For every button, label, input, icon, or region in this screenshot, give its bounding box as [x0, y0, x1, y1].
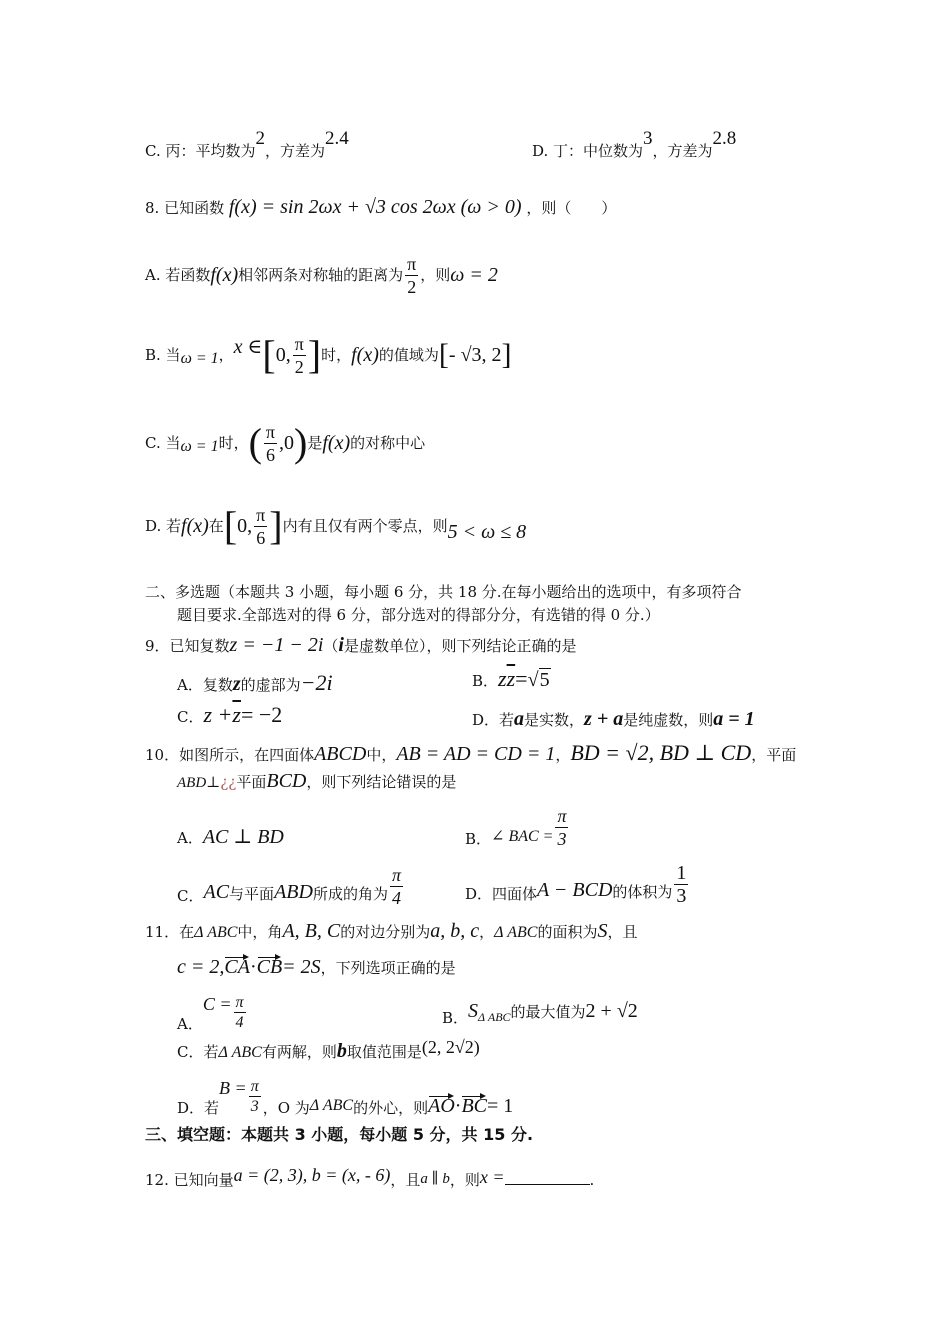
q11-option-c — [177, 1037, 480, 1064]
q11-d-mid2: 的外心，则 — [353, 1099, 429, 1117]
q11-d-result: = 1 — [487, 1095, 514, 1117]
q8-b-fraction — [293, 333, 306, 378]
q11-area-s: S — [597, 920, 608, 942]
q11-option-d — [177, 1072, 513, 1120]
q11-vec-bc: BC — [461, 1095, 488, 1117]
q7-d-label: D. 丁：中位数为 — [532, 142, 644, 160]
q11-c-triangle: Δ ABC — [218, 1044, 262, 1061]
q8-c-fraction — [264, 421, 277, 466]
q10-stem — [145, 742, 796, 766]
q8-c-label: C. 当 — [145, 434, 181, 452]
q10-option-d — [465, 860, 690, 908]
q8-option-a — [145, 250, 498, 300]
q8-b-interval-left: 0, — [275, 344, 291, 366]
q11-c-eq: c = 2, — [177, 956, 225, 978]
frac-num: 1 — [676, 861, 687, 884]
q8-option-d — [145, 500, 526, 552]
q11-stem — [145, 920, 638, 944]
q8-b-mid: 时， — [321, 346, 352, 364]
q10-d-mid: 的体积为 — [612, 883, 673, 901]
q9-c-result: = −2 — [240, 702, 283, 727]
q10-abcd: ABCD — [314, 743, 367, 765]
q11-stem-label: 11．在 — [145, 923, 195, 941]
q8-a-fx: f(x) — [210, 264, 239, 286]
q9-a-label: A．复数 — [177, 676, 233, 694]
q11-c-b: b — [336, 1040, 347, 1062]
q8-a-label: A. 若函数 — [145, 266, 211, 284]
section3-title: 三、填空题：本题共 3 小题，每小题 5 分，共 15 分. — [145, 1125, 534, 1144]
q11-vec-ca: CA — [224, 956, 250, 978]
q9-d-a: a — [514, 708, 525, 730]
q10-eq: AB = AD = CD = 1 — [396, 743, 556, 765]
q9-a-result: −2i — [300, 670, 333, 695]
q10-stem-line2-post: ，则下列结论错误的是 — [306, 773, 457, 791]
frac-num: π — [256, 504, 266, 525]
q7-option-c — [145, 128, 349, 162]
q10-a-label: A． — [177, 829, 203, 847]
q9-option-c — [177, 704, 282, 728]
q10-comma: ， — [555, 746, 571, 764]
q11-option-b — [442, 1000, 638, 1027]
bracket-left: [ — [262, 332, 276, 377]
q10-option-a — [177, 826, 284, 849]
q10-c-mid2: 所成的角为 — [312, 885, 388, 903]
q8-c-fx: f(x) — [322, 432, 351, 454]
paren-right: ) — [294, 420, 308, 465]
q7-c-mean: 2 — [255, 128, 265, 149]
q8-b-range: - √3, 2 — [448, 344, 502, 366]
q11-d-dot: · — [454, 1095, 462, 1117]
q11-eq-2s: = 2S — [282, 956, 321, 978]
q10-c-abd: ABD — [274, 881, 313, 903]
frac-den: 6 — [256, 527, 266, 548]
q11-d-label: D．若 — [177, 1099, 220, 1117]
frac-den: 3 — [676, 884, 687, 907]
q9-a-z: z — [232, 673, 241, 695]
q10-c-mid: 与平面 — [229, 885, 275, 903]
q9-d-mid: 是实数， — [524, 711, 585, 729]
q9-d-label: D．若 — [472, 711, 515, 729]
q10-abd-perp: ABD⊥ — [177, 775, 221, 791]
q12-vectors: a = (2, 3), b = (x, - 6) — [233, 1165, 391, 1185]
q11-b-label: B． — [442, 1009, 469, 1027]
q8-c-is: 是 — [307, 434, 323, 452]
q12-stem-mid2: ，则 — [449, 1171, 480, 1189]
q11-stem-line2 — [177, 956, 456, 979]
q9-d-mid2: 是纯虚数，则 — [623, 711, 714, 729]
q7-c-label: C. 丙：平均数为 — [145, 142, 256, 160]
q10-d-fraction — [674, 862, 688, 907]
frac-den: 3 — [250, 1097, 259, 1115]
q9-b-label: B． — [472, 672, 499, 690]
q8-c-point-tail: ,0 — [279, 432, 295, 454]
q10-d-expr: A − BCD — [537, 879, 613, 901]
q11-vec-cb: CB — [256, 956, 283, 978]
q7-d-median: 3 — [643, 128, 653, 149]
q11-b-mid: 的最大值为 — [510, 1003, 586, 1021]
q9-b-eq: = — [515, 666, 528, 691]
q8-d-interval-left: 0, — [237, 515, 253, 537]
q10-c-fraction — [390, 864, 403, 909]
q9-option-d — [472, 708, 755, 731]
q9-stem-post: 是虚数单位），则下列结论正确的是 — [343, 637, 577, 655]
q9-c-label: C． — [177, 708, 204, 726]
frac-num: π — [250, 1077, 259, 1095]
q11-stem-line2-post: ，下列选项正确的是 — [320, 959, 456, 977]
q8-a-result: ω = 2 — [450, 264, 498, 286]
q8-d-fx: f(x) — [181, 515, 209, 537]
q8-a-post: ，则 — [420, 266, 451, 284]
q10-stem-mid: 中， — [366, 746, 397, 764]
q11-dot: · — [249, 956, 257, 978]
paren-left: ( — [248, 420, 262, 465]
frac-den: 2 — [407, 276, 417, 297]
q12-stem-mid: ，且 — [390, 1171, 421, 1189]
q7-option-d — [532, 128, 737, 162]
q8-option-c — [145, 418, 425, 468]
section2-line1: 二、多选题（本题共 3 小题，每小题 6 分，共 18 分.在每小题给出的选项中，有多项符合 — [145, 583, 742, 601]
q10-b-angle: ∠ BAC = — [491, 828, 554, 845]
q8-c-mid: 时， — [218, 434, 249, 452]
q8-d-mid: 内有且仅有两个零点，则 — [282, 517, 448, 535]
q7-c-mid: ，方差为 — [264, 142, 325, 160]
q9-a-mid: 的虚部为 — [240, 676, 301, 694]
q8-c-cond: ω = 1 — [180, 438, 219, 455]
q11-b-sub: Δ ABC — [478, 1010, 511, 1024]
frac-den: 4 — [391, 887, 401, 908]
q10-b-fraction — [555, 805, 568, 850]
q7-d-variance: 2.8 — [712, 128, 737, 149]
q11-triangle2: Δ ABC — [494, 924, 538, 941]
q7-d-mid: ，方差为 — [652, 142, 713, 160]
q12-answer-blank[interactable] — [505, 1170, 590, 1185]
q11-triangle: Δ ABC — [194, 924, 238, 941]
q8-c-post: 的对称中心 — [350, 434, 426, 452]
frac-num: π — [265, 421, 276, 442]
q10-c-label: C． — [177, 887, 204, 905]
q10-bd: BD = √2, BD ⊥ CD — [570, 740, 752, 765]
q9-stem — [145, 634, 576, 657]
frac-num: π — [557, 805, 567, 826]
q11-sides: a, b, c — [430, 920, 480, 942]
q12-stem-end: . — [589, 1171, 595, 1189]
q8-d-fraction — [254, 504, 267, 549]
q10-d-label: D．四面体 — [465, 885, 538, 903]
q10-stem-post: ，平面 — [751, 746, 797, 764]
q11-stem-mid2: 的对边分别为 — [340, 923, 431, 941]
q11-a-fraction — [234, 993, 246, 1032]
frac-den: 2 — [294, 356, 304, 377]
q9-b-z: z — [498, 666, 507, 691]
q9-z-def: z = −1 − 2i — [229, 634, 324, 656]
q9-d-expr: z + a — [584, 708, 624, 730]
q8-d-label: D. 若 — [145, 517, 182, 535]
q10-stem-line2 — [177, 770, 456, 794]
q11-d-fraction — [249, 1077, 261, 1116]
q11-c-range: (2, 2√2) — [421, 1037, 480, 1057]
q8-d-result: 5 < ω ≤ 8 — [447, 521, 527, 543]
q9-stem-label: 9．已知复数 — [145, 637, 230, 655]
q9-option-a — [177, 672, 333, 696]
q11-stem-mid1: 中，角 — [237, 923, 283, 941]
q10-stem-label: 10．如图所示，在四面体 — [145, 746, 315, 764]
q11-comma: ， — [479, 923, 495, 941]
q9-d-result: a = 1 — [713, 708, 755, 730]
q8-b-x: x ∈ — [233, 336, 263, 358]
q8-function: f(x) = sin 2ωx + √3 cos 2ωx (ω > 0) — [228, 196, 522, 218]
q11-b-result: 2 + √2 — [585, 1000, 638, 1022]
q9-option-b — [472, 668, 551, 692]
q9-stem-i: i — [338, 634, 344, 656]
q11-c-mid2: 取值范围是 — [346, 1043, 422, 1061]
q10-garbled-chars: ¿¿ — [220, 773, 237, 791]
q12-parallel: a ∥ b — [420, 1171, 450, 1187]
q11-c-label: C．若 — [177, 1043, 219, 1061]
q8-option-b — [145, 330, 512, 380]
q8-b-mid2: 的值域为 — [378, 346, 439, 364]
q9-stem-paren: （ — [323, 637, 339, 655]
frac-num: π — [294, 333, 304, 354]
frac-num: π — [391, 864, 401, 885]
q12-stem — [145, 1165, 595, 1192]
q12-stem-label: 12. 已知向量 — [145, 1171, 234, 1189]
q9-b-zbar: $\overline{z}$ — [506, 666, 516, 691]
q11-stem-post: ，且 — [607, 923, 638, 941]
q9-c-zbar: $\overline{z}$ — [232, 702, 241, 727]
section2-line2: 题目要求.全部选对的得 6 分，部分选对的得部分分，有选错的得 0 分.） — [177, 606, 660, 624]
bracket-left: [ — [223, 503, 238, 548]
q7-c-variance: 2.4 — [325, 128, 349, 149]
q8-stem — [145, 196, 616, 219]
q10-c-ac: AC — [203, 881, 230, 903]
frac-den: 3 — [557, 828, 567, 849]
bracket-right: ] — [269, 503, 283, 548]
q8-a-fraction — [405, 253, 418, 298]
q10-a-expr: AC ⊥ BD — [202, 826, 284, 848]
q10-plane: 平面 — [236, 773, 267, 791]
q10-option-b — [465, 802, 570, 852]
frac-num: π — [235, 993, 244, 1011]
q8-b-label: B. 当 — [145, 346, 181, 364]
q10-b-label: B． — [465, 830, 492, 848]
q11-angles: A, B, C — [282, 920, 341, 942]
q10-option-c — [177, 862, 405, 910]
q12-x: x = — [479, 1167, 505, 1187]
q9-b-sqrt: √5 — [527, 669, 550, 691]
q10-bcd: BCD — [266, 770, 307, 792]
q11-a-label: A． — [177, 1015, 203, 1033]
q8-stem-post: ，则（ ） — [526, 199, 617, 217]
q8-b-fx: f(x) — [351, 344, 379, 366]
q11-c-mid: 有两解，则 — [261, 1043, 337, 1061]
q9-c-z: z + — [203, 702, 233, 727]
q11-d-mid: ，O 为 — [262, 1099, 310, 1117]
q8-b-cond: ω = 1 — [180, 350, 219, 367]
q11-a-lhs: C = — [202, 994, 232, 1014]
q9-b-radicand: 5 — [539, 669, 550, 691]
q11-stem-mid3: 的面积为 — [537, 923, 598, 941]
q11-option-a — [177, 988, 248, 1036]
bracket-right: ] — [307, 332, 322, 377]
bracket-right: ] — [501, 338, 512, 371]
q11-d-lhs: B = — [219, 1078, 247, 1098]
bracket-left: [ — [438, 338, 449, 371]
q8-stem-label: 8. 已知函数 — [145, 199, 225, 217]
q8-b-comma: ， — [218, 346, 234, 364]
q8-d-at: 在 — [208, 517, 224, 535]
frac-num: π — [407, 253, 417, 274]
q8-a-mid: 相邻两条对称轴的距离为 — [238, 266, 404, 284]
frac-den: 6 — [265, 444, 275, 465]
frac-den: 4 — [235, 1013, 244, 1031]
q11-b-s: S — [468, 1000, 479, 1022]
q11-vec-ao: AO — [428, 1095, 455, 1117]
q11-d-triangle: Δ ABC — [309, 1097, 354, 1114]
